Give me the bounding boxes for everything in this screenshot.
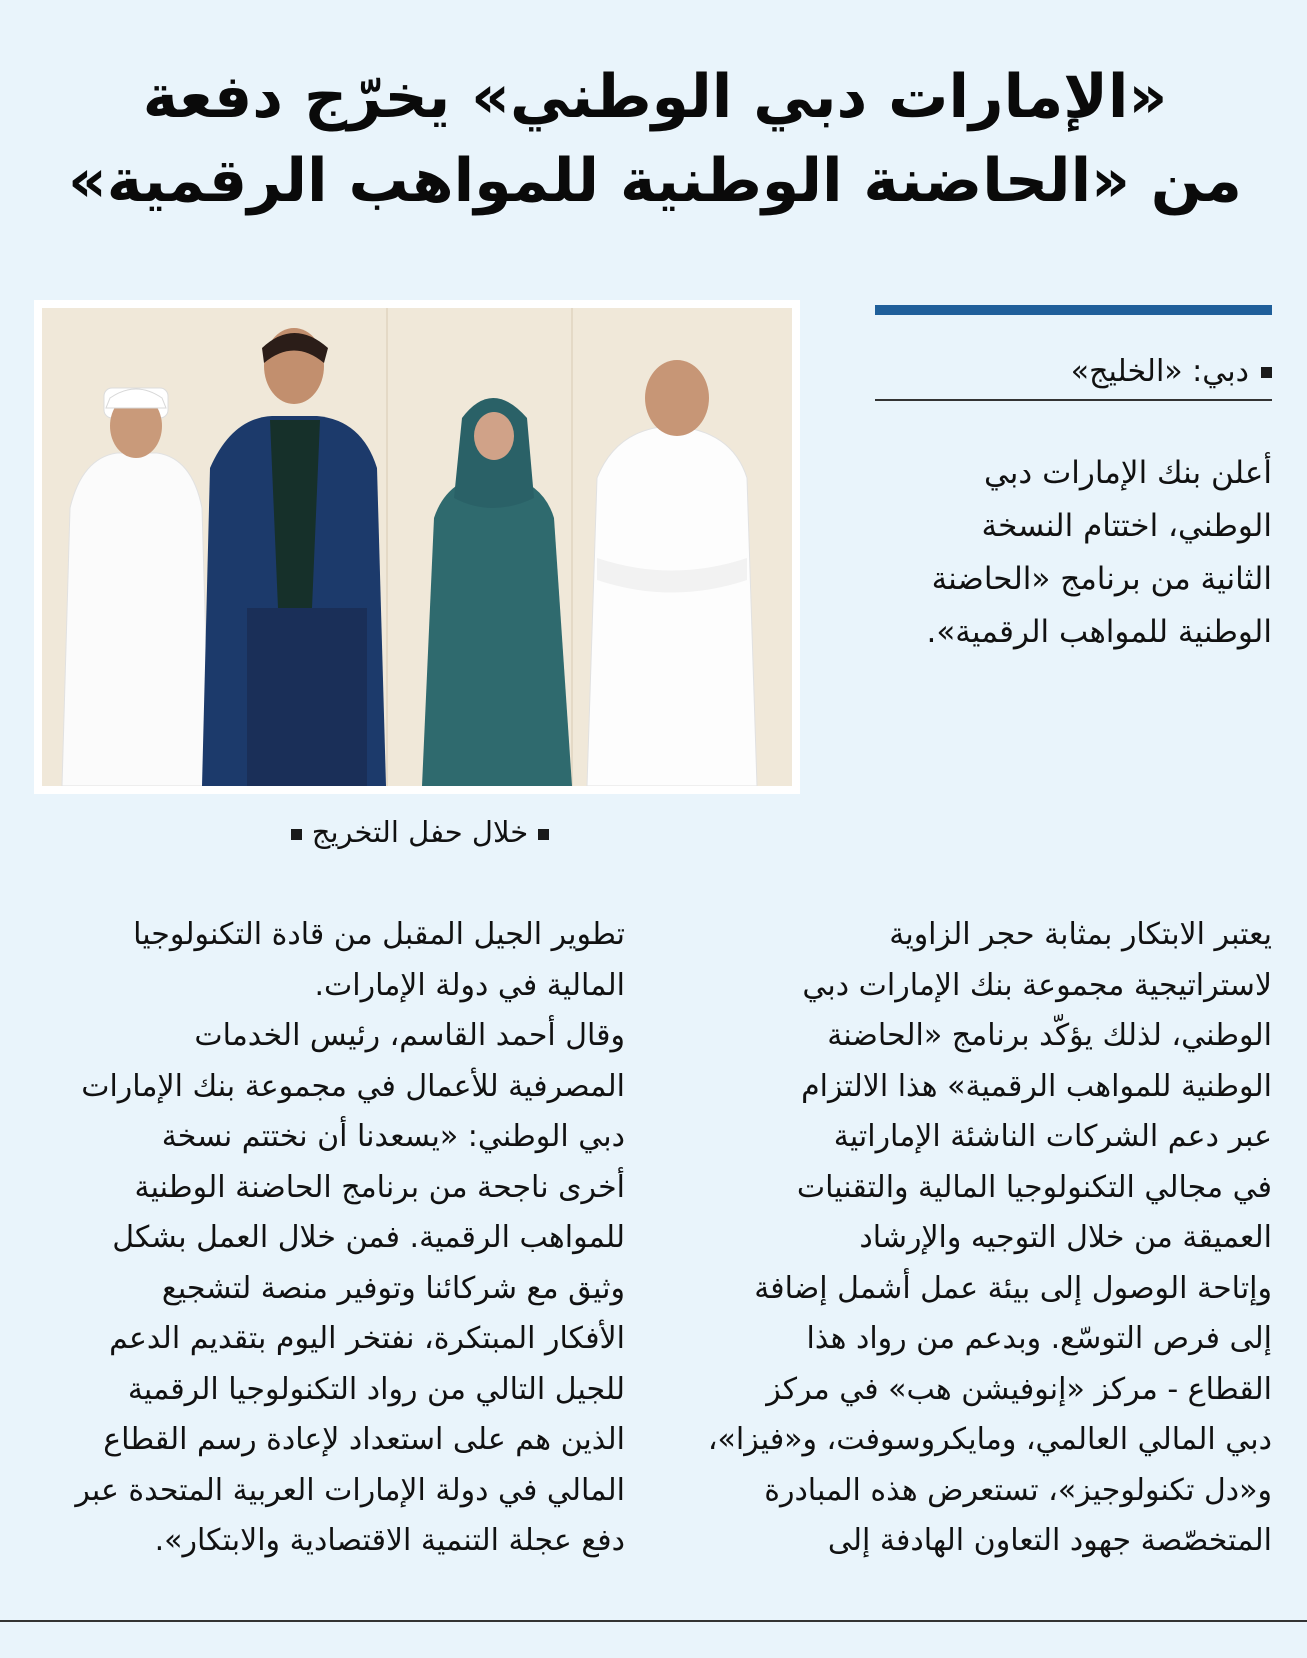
body-line: للجيل التالي من رواد التكنولوجيا الرقمية [127,1371,625,1407]
body-column-left [43,910,625,1567]
bottom-divider [0,1620,1307,1622]
body-line: يعتبر الابتكار بمثابة حجر الزاوية [889,917,1272,952]
dateline [875,345,1272,401]
body-line: الوطنية للمواهب الرقمية» هذا الالتزام [801,1068,1272,1104]
body-line: دبي المالي العالمي، ومايكروسوفت، و«فيزا»، [707,1422,1272,1457]
lede-line: الثانية من برنامج «الحاضنة [931,561,1272,597]
body-line: و«دل تكنولوجيز»، تستعرض هذه المبادرة [764,1472,1272,1508]
lede-line: الوطنية للمواهب الرقمية». [926,614,1272,650]
photo-caption-text: خلال حفل التخريج [311,815,529,849]
body-line: دبي الوطني: «يسعدنا أن نختتم نسخة [161,1119,625,1154]
body-line: وثيق مع شركائنا وتوفير منصة لتشجيع [161,1270,625,1306]
dateline-bullet-icon [1261,367,1272,378]
headline-line-1: «الإمارات دبي الوطني» يخرّج دفعة [142,62,1168,132]
body-line: المتخصّصة جهود التعاون الهادفة إلى [827,1523,1272,1558]
article-photo [34,300,800,794]
body-line: تطوير الجيل المقبل من قادة التكنولوجيا [133,917,625,952]
body-line: لاستراتيجية مجموعة بنك الإمارات دبي [802,967,1272,1003]
body-line: الوطني، لذلك يؤكّد برنامج «الحاضنة [827,1018,1272,1053]
photo-caption [250,815,590,849]
body-line: في مجالي التكنولوجيا المالية والتقنيات [796,1169,1272,1205]
body-line: القطاع - مركز «إنوفيشن هب» في مركز [766,1371,1272,1407]
lede-line: الوطني، اختتام النسخة [981,508,1272,544]
lede-line: أعلن بنك الإمارات دبي [983,455,1272,491]
body-line: أخرى ناجحة من برنامج الحاضنة الوطنية [134,1169,625,1205]
body-line: دفع عجلة التنمية الاقتصادية والابتكار». [154,1523,625,1558]
lede-paragraph [875,447,1272,659]
body-line: المالية في دولة الإمارات. [314,967,625,1003]
body-line: عبر دعم الشركات الناشئة الإماراتية [833,1119,1272,1154]
body-line: إلى فرص التوسّع. وبدعم من رواد هذا [806,1321,1272,1356]
body-line: وقال أحمد القاسم، رئيس الخدمات [194,1018,625,1053]
body-line: العميقة من خلال التوجيه والإرشاد [859,1220,1272,1255]
section-accent-bar [875,305,1272,315]
article-headline [40,55,1270,223]
body-line: المصرفية للأعمال في مجموعة بنك الإمارات [81,1068,625,1104]
caption-bullet-icon [291,829,302,840]
body-line: المالي في دولة الإمارات العربية المتحدة عبر [75,1472,625,1508]
body-line: الذين هم على استعداد لإعادة رسم القطاع [103,1422,625,1457]
dateline-text: دبي: «الخليج» [1070,354,1249,389]
headline-line-2: من «الحاضنة الوطنية للمواهب الرقمية» [68,146,1242,216]
caption-bullet-icon [538,829,549,840]
body-line: الأفكار المبتكرة، نفتخر اليوم بتقديم الدعم [109,1321,625,1356]
body-line: للمواهب الرقمية. فمن خلال العمل بشكل [112,1220,625,1255]
body-line: وإتاحة الوصول إلى بيئة عمل أشمل إضافة [754,1270,1272,1306]
body-column-right [695,910,1272,1567]
